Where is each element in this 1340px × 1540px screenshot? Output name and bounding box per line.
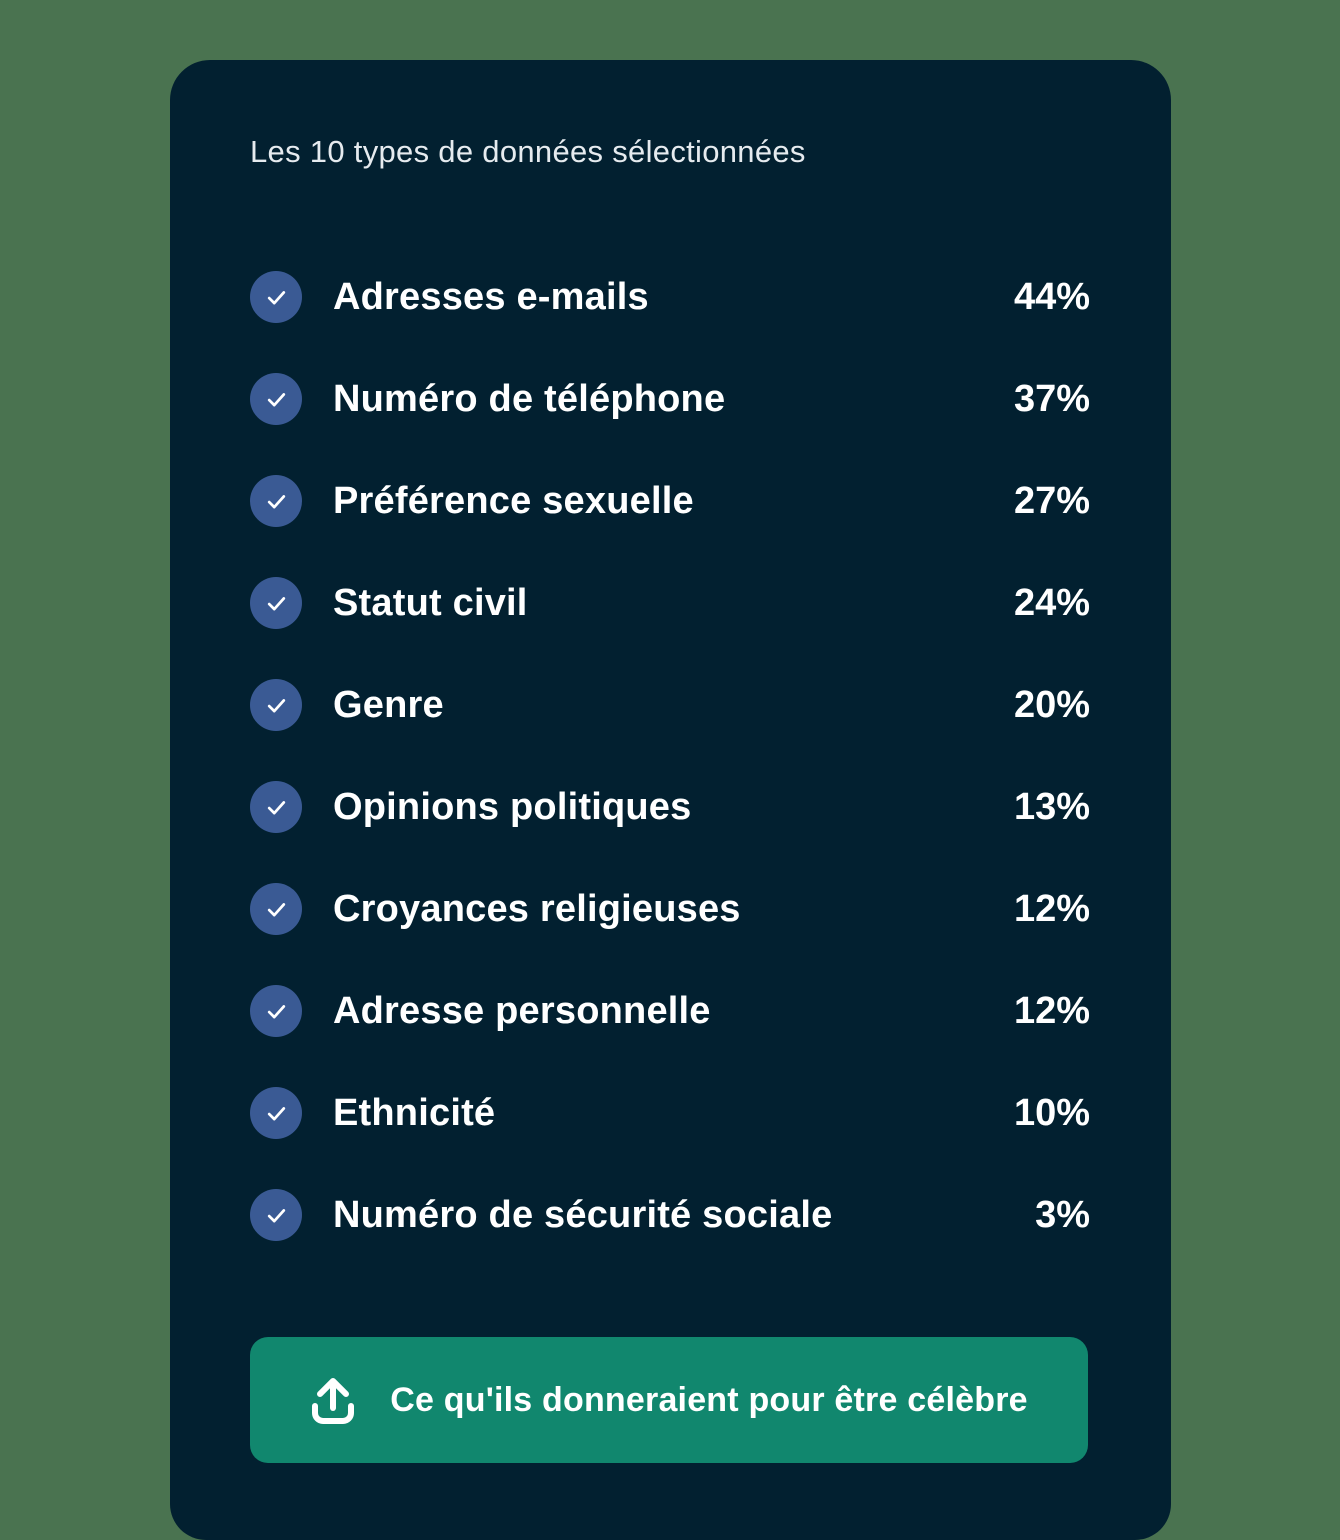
list-item-7 bbox=[250, 985, 1090, 1037]
data-type-percentage: 3% bbox=[1035, 1193, 1090, 1236]
list-item-2 bbox=[250, 475, 1090, 527]
checkmark-icon bbox=[263, 488, 290, 515]
list-item-9 bbox=[250, 1189, 1090, 1241]
checkmark-icon bbox=[263, 692, 290, 719]
data-type-percentage: 10% bbox=[1013, 1091, 1090, 1134]
checked-checkbox[interactable] bbox=[250, 1189, 302, 1241]
list-item-3 bbox=[250, 577, 1090, 629]
checked-checkbox[interactable] bbox=[250, 883, 302, 935]
data-type-label: Adresses e-mails bbox=[333, 275, 649, 318]
data-type-label: Ethnicité bbox=[333, 1091, 496, 1134]
data-type-percentage: 20% bbox=[1013, 683, 1090, 726]
checked-checkbox[interactable] bbox=[250, 577, 302, 629]
share-next-chart-button[interactable] bbox=[250, 1337, 1088, 1463]
checked-checkbox[interactable] bbox=[250, 781, 302, 833]
share-button-label: Ce qu'ils donneraient pour être célèbre bbox=[390, 1380, 1028, 1419]
data-type-label: Croyances religieuses bbox=[333, 887, 741, 930]
checked-checkbox[interactable] bbox=[250, 271, 302, 323]
data-type-label: Numéro de téléphone bbox=[333, 377, 726, 420]
data-type-percentage: 37% bbox=[1013, 377, 1090, 420]
poll-results-card bbox=[170, 60, 1171, 1540]
data-type-label: Adresse personnelle bbox=[333, 989, 711, 1032]
checkmark-icon bbox=[263, 896, 290, 923]
data-type-percentage: 24% bbox=[1013, 581, 1090, 624]
checkmark-icon bbox=[263, 794, 290, 821]
data-type-label: Préférence sexuelle bbox=[333, 479, 694, 522]
data-type-label: Numéro de sécurité sociale bbox=[333, 1193, 833, 1236]
checkmark-icon bbox=[263, 386, 290, 413]
list-item-5 bbox=[250, 781, 1090, 833]
checkmark-icon bbox=[263, 590, 290, 617]
data-type-percentage: 12% bbox=[1013, 887, 1090, 930]
checkmark-icon bbox=[263, 284, 290, 311]
list-item-6 bbox=[250, 883, 1090, 935]
data-type-label: Statut civil bbox=[333, 581, 528, 624]
list-item-1 bbox=[250, 373, 1090, 425]
list-item-0 bbox=[250, 271, 1090, 323]
checked-checkbox[interactable] bbox=[250, 373, 302, 425]
data-type-percentage: 13% bbox=[1013, 785, 1090, 828]
checked-checkbox[interactable] bbox=[250, 679, 302, 731]
card-title: Les 10 types de données sélectionnées bbox=[250, 134, 806, 169]
data-type-percentage: 44% bbox=[1013, 275, 1090, 318]
checkmark-icon bbox=[263, 1202, 290, 1229]
checked-checkbox[interactable] bbox=[250, 1087, 302, 1139]
checkmark-icon bbox=[263, 998, 290, 1025]
list-item-4 bbox=[250, 679, 1090, 731]
checkmark-icon bbox=[263, 1100, 290, 1127]
data-type-percentage: 12% bbox=[1013, 989, 1090, 1032]
data-type-percentage: 27% bbox=[1013, 479, 1090, 522]
upload-icon bbox=[310, 1376, 356, 1424]
data-type-label: Genre bbox=[333, 683, 444, 726]
list-item-8 bbox=[250, 1087, 1090, 1139]
checked-checkbox[interactable] bbox=[250, 475, 302, 527]
data-type-label: Opinions politiques bbox=[333, 785, 692, 828]
checked-checkbox[interactable] bbox=[250, 985, 302, 1037]
data-types-list bbox=[250, 271, 1090, 1291]
